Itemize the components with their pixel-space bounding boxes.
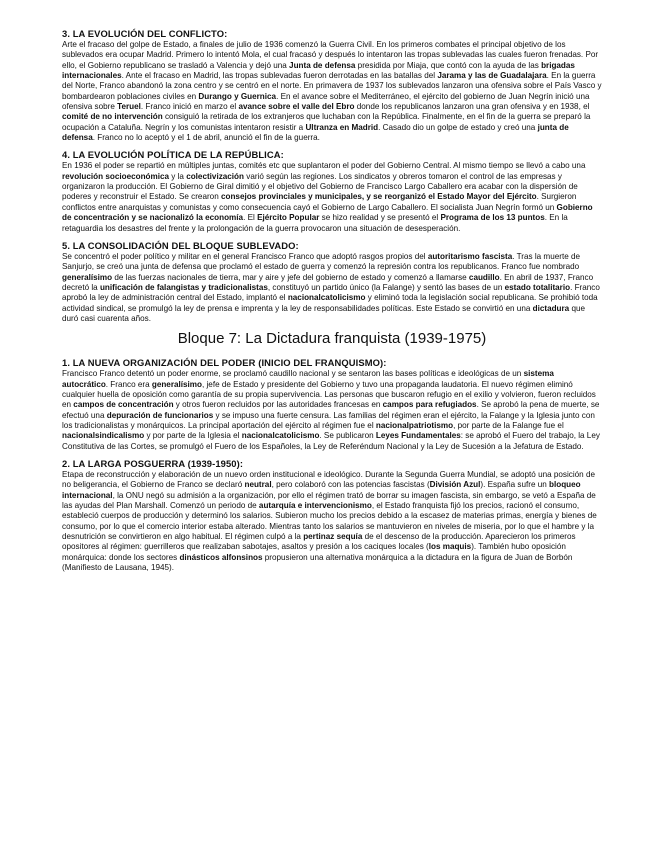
text-run: y otros fueron recluidos por las autoridades francesas en — [173, 400, 383, 410]
text-run: . En la guerra del Norte, Franco abandonó la zona centro y se centró en el norte. En primavera de 1937 los sublevados lanzaron una ofensiva sobre el País Vasco y bombardearon poblaciones civiles en — [62, 71, 602, 101]
bold-term: Leyes Fundamentales — [375, 431, 461, 441]
bold-term: caudillo — [468, 272, 500, 282]
text-run: , pero colaboró con las potencias fascistas ( — [271, 480, 430, 490]
bold-term: estado totalitario — [504, 282, 571, 292]
text-run: . Franco inició en marzo el — [140, 102, 239, 112]
bold-term: nacionalsindicalismo — [62, 431, 145, 441]
text-run: Francisco Franco detentó un poder enorme, se proclamó caudillo nacional y se sentaron las bases políticas e ideológicas de un — [62, 369, 524, 379]
bold-term: campos para refugiados — [382, 400, 477, 410]
text-run: donde los republicanos lanzaron una gran ofensiva y en 1938, el — [354, 102, 590, 112]
text-run: Se concentró el poder político y militar en el general Francisco Franco que adoptó rasgos propios del — [62, 251, 428, 261]
bold-term: depuración de funcionarios — [106, 410, 214, 420]
text-run: se hizo realidad y se presentó el — [319, 213, 441, 223]
text-run: y se impuso una fuerte censura. Las familias del régimen eran el ejército, la Falange y la Iglesia junto con los tradicionalistas y monárquicos. La principal aportación del ejército al régimen fue el — [62, 410, 595, 430]
text-run: . Franco era — [105, 379, 152, 389]
text-run: . El — [243, 213, 258, 223]
section-paragraph — [62, 369, 602, 452]
bold-term: dictadura — [532, 303, 570, 313]
text-run: . Ante el fracaso en Madrid, las tropas sublevadas fueron derrotadas en las batallas del — [121, 71, 438, 81]
text-run: consiguió la retirada de los extranjeros que luchaban con la República. Finalmente, en el fin de la guerra se preparó la ocupación a Cataluña. Negrín y los comunistas intentaron resistir a — [62, 112, 591, 132]
bold-term: Gobierno de concentración y se nacionalizó la economía — [62, 202, 593, 223]
text-run: ). España sufre un — [480, 480, 550, 490]
bold-term: neutral — [244, 480, 272, 490]
bold-term: colectivización — [186, 171, 244, 181]
text-run: ). También hubo oposición monárquica: donde los sectores — [62, 542, 566, 562]
text-run: . Franco aprobó la ley de administración central del Estado, implantó el — [62, 282, 600, 303]
text-run: , jefe de Estado y presidente del Gobierno y tuvo una propaganda laudatoria. El nuevo régimen eliminó cualquier huella de oposición como garantía de su propia supervivencia. Las personas que buscaron refugio en el exilio y volvieron, fueron recluidos en — [62, 379, 596, 410]
text-run: y eliminó toda la legislación social republicana. Se prohibió toda actividad sindical, se promulgó la ley de prensa e imprenta y la ley de responsabilidades políticas. Este Estado se convirtió en una — [62, 293, 598, 313]
bold-term: bloqueo internacional — [62, 480, 581, 500]
text-run: , la ONU negó su admisión a la organización, por ello el régimen trató de borrar su imagen fascista, sin embargo, se vetó a España de las ayudas del Plan Marshall. Comenzó un periodo de — [62, 490, 596, 511]
bold-term: unificación de falangistas y tradicionalistas — [99, 282, 268, 292]
text-run: . Casado dio un golpe de estado y creó una — [378, 122, 538, 132]
bold-term: generalísimo — [151, 379, 202, 389]
text-run: de las fuerzas nacionales de tierra, mar y aire y jefe del gobierno de estado y comenzó a llamarse — [112, 272, 469, 282]
bold-term: Junta de defensa — [289, 60, 356, 70]
section-title: 2. LA LARGA POSGUERRA (1939-1950): — [62, 458, 244, 469]
text-run: varió según las regiones. Los sindicatos y obreros tomaron el control de las empresas y organizaron la producción. El Gobierno de Giral dimitió y el objetivo del Gobierno de Francisco Largo Caballero era acabar con la dispersión de poderes y reconstruir el Estado. Se crearon — [62, 171, 578, 202]
text-run: . Franco no lo aceptó y el 1 de abril, anunció el fin de la guerra. — [92, 133, 320, 143]
document-page — [62, 28, 602, 579]
bold-term: Teruel — [117, 102, 141, 112]
bold-term: comité de no intervención — [62, 112, 163, 122]
section — [62, 357, 602, 452]
bold-term: autarquía e intervencionismo — [258, 501, 372, 511]
text-run: : se aprobó el Fuero del trabajo, la Ley Constitutiva de las Cortes, se promulgó el Fuero de los Españoles, la Ley de Referéndum Nacional y la Ley de Sucesión a la Jefatura de Estado. — [62, 431, 600, 451]
text-run: propusieron una alternativa monárquica a la dictadura en la figura de Juan de Borbón (Manifiesto de Lausana, 1945). — [62, 552, 573, 573]
bold-term: nacionalpatriotismo — [375, 420, 454, 430]
text-run: de el descenso de la producción. Aparecieron los primeros opositores al régimen: guerrilleros que realizaban sabotajes, asaltos y presión a los caciques locales ( — [62, 532, 576, 552]
bold-term: Ultranza en Madrid — [305, 122, 379, 132]
text-run: . Se aprobó la pena de muerte, se efectuó una — [62, 400, 600, 420]
section-paragraph — [62, 40, 602, 143]
bold-term: nacionalcatolicismo — [241, 431, 320, 441]
bold-term: generalísimo — [62, 272, 113, 282]
text-run: , por parte de la Falange fue el — [453, 420, 564, 430]
sections-after-bloque — [62, 357, 602, 573]
text-run: . En abril de 1937, Franco decretó la — [62, 272, 594, 292]
text-run: , constituyó un partido único (la Falange) y sentó las bases de un — [267, 282, 505, 292]
bold-term: junta de defensa — [62, 122, 569, 143]
section — [62, 28, 602, 143]
sections-before-bloque — [62, 28, 602, 324]
text-run: Arte el fracaso del golpe de Estado, a finales de julio de 1936 comenzó la Guerra Civil. En los primeros combates el principal objetivo de los sublevados era ocupar Madrid. Primero lo intentó Mola, el cual fracasó y después lo intentaron las tropas sublevadas las cuales fueron frenadas. Por ello, el Gobierno republicano se trasladó a Valencia y dejó una — [62, 40, 599, 70]
bold-term: los maquis — [428, 542, 472, 552]
section-title: 1. LA NUEVA ORGANIZACIÓN DEL PODER (INICIO DEL FRANQUISMO): — [62, 357, 387, 369]
bold-term: autoritarismo fascista — [427, 251, 513, 261]
section-paragraph — [62, 161, 602, 233]
bold-term: nacionalcatolicismo — [287, 293, 366, 303]
bold-term: Jarama y las de Guadalajara — [437, 71, 547, 81]
text-run: En 1936 el poder se repartió en múltiples juntas, comités etc que suplantaron el poder del Gobierno Central. Al mismo tiempo se llevó a cabo una — [62, 161, 586, 171]
bold-term: Ejército Popular — [257, 213, 320, 223]
text-run: presidida por Miaja, que contó con la ayuda de las — [355, 60, 542, 70]
bold-term: Programa de los 13 puntos — [440, 213, 545, 223]
section — [62, 240, 602, 324]
text-run: Etapa de reconstrucción y elaboración de un nuevo orden institucional e ideológico. Durante la Segunda Guerra Mundial, se adoptó una posición de no beligerancia, el Gobierno de Franco se declaró — [62, 470, 595, 490]
section-title: 3. LA EVOLUCIÓN DEL CONFLICTO: — [62, 28, 228, 39]
bold-term: campos de concentración — [73, 400, 174, 410]
text-run: y por parte de la Iglesia el — [144, 431, 242, 441]
text-run: que duró casi cuarenta años. — [62, 303, 586, 323]
section-paragraph — [62, 470, 602, 573]
text-run: . Se publicaron — [319, 431, 376, 441]
text-run: . En el avance sobre el Mediterráneo, el ejército del gobierno de Juan Negrín inició una ofensiva sobre — [62, 91, 590, 112]
bold-term: avance sobre el valle del Ebro — [238, 102, 355, 112]
text-run: , el Estado franquista fijó los precios, racionó el consumo, estableció cuerpos de producción y determinó los salarios. Subieron mucho los precios debido a la escasez de materias primas, energía y bienes de consumo, por lo que el comercio interior estaba alterado. Mientras tanto los salarios se mantuvieron en niveles de miseria, por lo que el hambre y la desnutrición se convirtieron en algo habitual. El régimen culpó a la — [62, 501, 597, 542]
text-run: . En la retaguardia los desastres del frente y la prolongación de la guerra provocaron una situación de desesperación. — [62, 213, 568, 233]
bold-term: sistema autocrático — [62, 369, 554, 389]
section-title: 4. LA EVOLUCIÓN POLÍTICA DE LA REPÚBLICA: — [62, 149, 284, 161]
bold-term: División Azul — [429, 480, 481, 490]
bold-term: consejos provinciales y municipales, y se reorganizó el Estado Mayor del Ejército — [220, 192, 537, 202]
text-run: . Tras la muerte de Sanjurjo, se creó una junta de defensa que proclamó el estado de guerra y comenzó la represión contra los republicanos. Franco fue nombrado — [62, 251, 581, 272]
bold-term: Durango y Guernica — [198, 91, 277, 101]
bloque-title: Bloque 7: La Dictadura franquista (1939-1975) — [177, 330, 487, 348]
bold-term: dinásticos alfonsinos — [179, 552, 263, 562]
section-paragraph — [62, 252, 602, 324]
section — [62, 149, 602, 233]
text-run: . Surgieron conflictos entre anarquistas y comunistas y como consecuencia cayó el Gobierno de Largo Caballero. El socialista Juan Negrín formó un — [62, 192, 577, 212]
text-run: y la — [169, 171, 187, 181]
bold-term: revolución socioeconómica — [62, 171, 170, 181]
bold-term: brigadas internacionales — [62, 60, 575, 81]
section-title: 5. LA CONSOLIDACIÓN DEL BLOQUE SUBLEVADO: — [62, 239, 299, 251]
section — [62, 458, 602, 573]
bold-term: pertinaz sequía — [303, 532, 363, 542]
